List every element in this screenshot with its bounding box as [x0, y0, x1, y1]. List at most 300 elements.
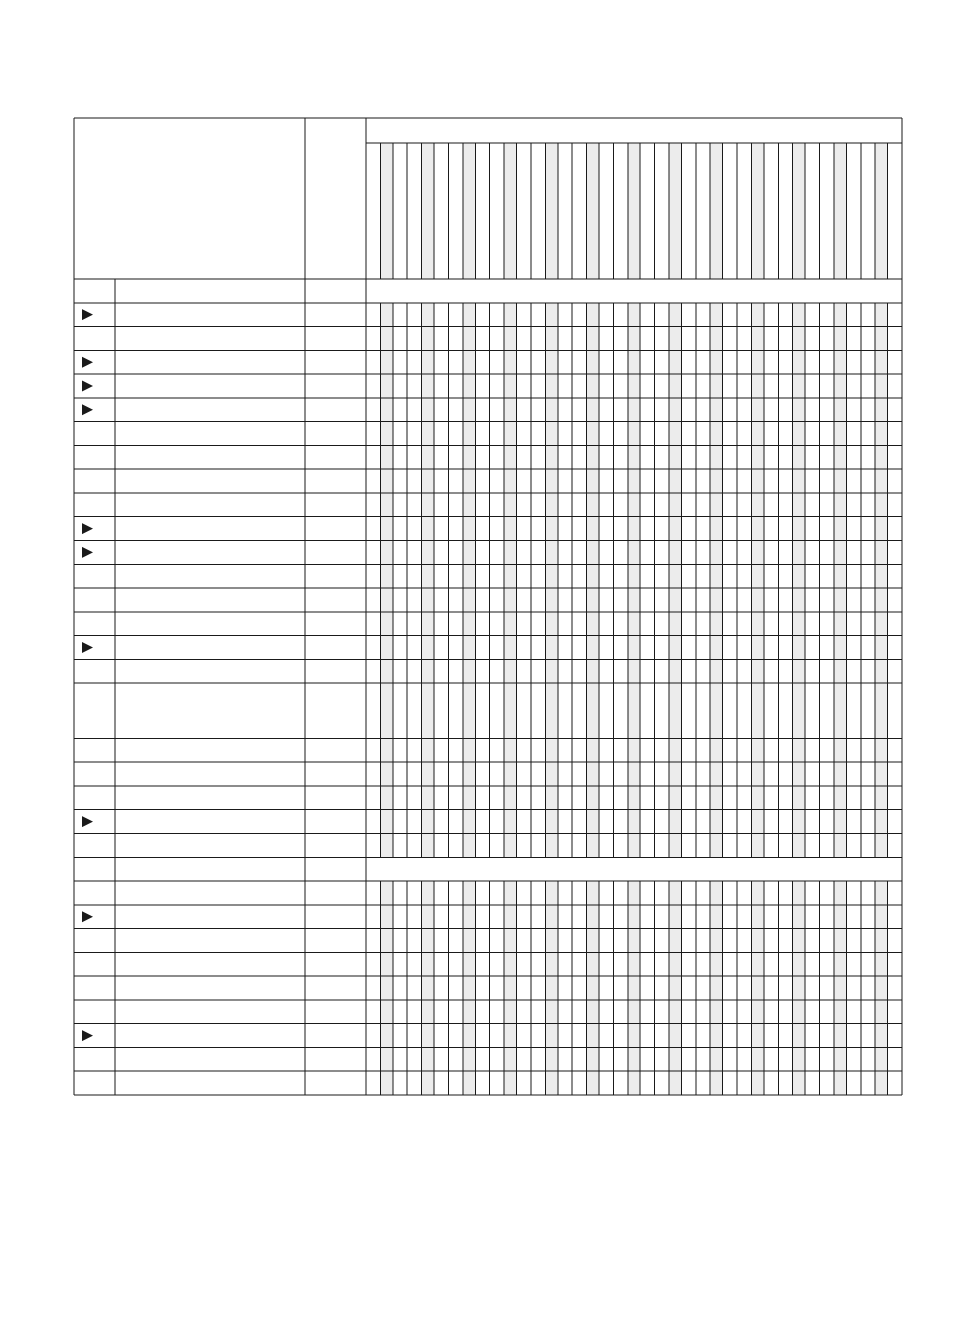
play-arrow-icon — [82, 357, 93, 368]
shaded-column-cell — [545, 540, 557, 564]
shaded-column-cell — [834, 303, 846, 327]
shaded-column-cell — [710, 636, 722, 660]
shaded-column-cell — [422, 1071, 434, 1095]
shaded-column-cell — [628, 588, 640, 612]
shaded-column-cell — [504, 588, 516, 612]
shaded-column-cell — [587, 374, 599, 398]
shaded-column-cell — [793, 588, 805, 612]
shaded-column-cell — [628, 469, 640, 493]
shaded-column-cell — [628, 1047, 640, 1071]
shaded-column-cell — [587, 810, 599, 834]
shaded-column-cell — [751, 517, 763, 541]
shaded-column-cell — [834, 327, 846, 351]
shaded-column-cell — [463, 636, 475, 660]
shaded-column-cell — [545, 881, 557, 905]
shaded-column-cell — [628, 659, 640, 683]
shaded-header-column — [504, 143, 516, 279]
shaded-column-cell — [875, 469, 887, 493]
shaded-column-cell — [587, 952, 599, 976]
shaded-column-cell — [380, 1047, 392, 1071]
shaded-column-cell — [710, 564, 722, 588]
shaded-column-cell — [669, 374, 681, 398]
shaded-column-cell — [504, 517, 516, 541]
shaded-column-cell — [628, 683, 640, 738]
shaded-column-cell — [793, 398, 805, 422]
shaded-column-cell — [834, 881, 846, 905]
shaded-column-cell — [463, 683, 475, 738]
shaded-header-column — [422, 143, 434, 279]
shaded-column-cell — [751, 469, 763, 493]
shaded-column-cell — [545, 834, 557, 858]
shaded-column-cell — [710, 881, 722, 905]
shaded-column-cell — [793, 1024, 805, 1048]
shaded-column-cell — [380, 834, 392, 858]
shaded-column-cell — [875, 327, 887, 351]
shaded-column-cell — [834, 952, 846, 976]
shaded-column-cell — [875, 540, 887, 564]
shaded-column-cell — [380, 786, 392, 810]
shaded-column-cell — [463, 976, 475, 1000]
shaded-column-cell — [422, 1047, 434, 1071]
shaded-column-cell — [669, 636, 681, 660]
shaded-column-cell — [380, 659, 392, 683]
shaded-column-cell — [875, 303, 887, 327]
shaded-column-cell — [504, 493, 516, 517]
shaded-column-cell — [793, 738, 805, 762]
shaded-column-cell — [710, 327, 722, 351]
shaded-column-cell — [875, 738, 887, 762]
shaded-column-cell — [463, 612, 475, 636]
shaded-column-cell — [875, 659, 887, 683]
shaded-column-cell — [628, 881, 640, 905]
shaded-column-cell — [710, 659, 722, 683]
shaded-column-cell — [751, 881, 763, 905]
shaded-column-cell — [422, 564, 434, 588]
shaded-column-cell — [669, 588, 681, 612]
shaded-column-cell — [504, 762, 516, 786]
shaded-column-cell — [380, 422, 392, 446]
shaded-column-cell — [793, 1000, 805, 1024]
shaded-column-cell — [875, 493, 887, 517]
shaded-column-cell — [793, 976, 805, 1000]
shaded-column-cell — [751, 786, 763, 810]
shaded-column-cell — [463, 834, 475, 858]
shaded-column-cell — [669, 834, 681, 858]
shaded-column-cell — [834, 398, 846, 422]
shaded-column-cell — [545, 1024, 557, 1048]
shaded-column-cell — [380, 683, 392, 738]
shaded-column-cell — [628, 374, 640, 398]
shaded-column-cell — [875, 881, 887, 905]
shaded-column-cell — [710, 422, 722, 446]
shaded-column-cell — [422, 636, 434, 660]
shaded-column-cell — [710, 612, 722, 636]
shaded-column-cell — [710, 303, 722, 327]
shaded-column-cell — [793, 834, 805, 858]
shaded-column-cell — [751, 588, 763, 612]
shaded-column-cell — [628, 810, 640, 834]
shaded-header-column — [710, 143, 722, 279]
shaded-column-cell — [628, 929, 640, 953]
shaded-header-column — [463, 143, 475, 279]
shaded-column-cell — [587, 1000, 599, 1024]
shaded-column-cell — [587, 303, 599, 327]
shaded-column-cell — [669, 738, 681, 762]
shaded-column-cell — [380, 612, 392, 636]
shaded-column-cell — [380, 374, 392, 398]
play-arrow-icon — [82, 1030, 93, 1041]
shaded-column-cell — [793, 929, 805, 953]
shaded-column-cell — [875, 517, 887, 541]
shaded-column-cell — [545, 683, 557, 738]
shaded-column-cell — [422, 374, 434, 398]
shaded-column-cell — [463, 905, 475, 929]
shaded-column-cell — [793, 422, 805, 446]
shaded-column-cell — [504, 564, 516, 588]
shaded-column-cell — [628, 564, 640, 588]
shaded-header-column — [669, 143, 681, 279]
shaded-column-cell — [628, 762, 640, 786]
shaded-column-cell — [545, 327, 557, 351]
shaded-column-cell — [422, 469, 434, 493]
shaded-column-cell — [628, 786, 640, 810]
shaded-column-cell — [545, 564, 557, 588]
shaded-column-cell — [628, 493, 640, 517]
shaded-column-cell — [834, 517, 846, 541]
shaded-column-cell — [380, 493, 392, 517]
shaded-column-cell — [710, 350, 722, 374]
shaded-header-column — [751, 143, 763, 279]
shaded-column-cell — [793, 810, 805, 834]
shaded-column-cell — [463, 469, 475, 493]
shaded-header-column — [875, 143, 887, 279]
shaded-column-cell — [875, 786, 887, 810]
shaded-column-cell — [463, 952, 475, 976]
shaded-column-cell — [751, 1024, 763, 1048]
shaded-column-cell — [793, 564, 805, 588]
shaded-column-cell — [793, 445, 805, 469]
shaded-column-cell — [587, 683, 599, 738]
shaded-column-cell — [422, 881, 434, 905]
shaded-column-cell — [793, 374, 805, 398]
shaded-column-cell — [751, 810, 763, 834]
shaded-column-cell — [422, 588, 434, 612]
shaded-column-cell — [504, 422, 516, 446]
shaded-column-cell — [875, 636, 887, 660]
shaded-column-cell — [834, 1000, 846, 1024]
shaded-column-cell — [463, 303, 475, 327]
shaded-column-cell — [793, 540, 805, 564]
shaded-column-cell — [669, 683, 681, 738]
shaded-column-cell — [380, 469, 392, 493]
shaded-column-cell — [545, 976, 557, 1000]
shaded-column-cell — [380, 1024, 392, 1048]
shaded-column-cell — [587, 398, 599, 422]
shaded-column-cell — [422, 976, 434, 1000]
shaded-column-cell — [380, 952, 392, 976]
shaded-column-cell — [587, 612, 599, 636]
shaded-column-cell — [793, 493, 805, 517]
shaded-column-cell — [380, 976, 392, 1000]
play-arrow-icon — [82, 642, 93, 653]
shaded-column-cell — [793, 1071, 805, 1095]
shaded-column-cell — [710, 540, 722, 564]
shaded-column-cell — [793, 612, 805, 636]
shaded-column-cell — [834, 350, 846, 374]
shaded-column-cell — [628, 1071, 640, 1095]
shaded-column-cell — [669, 929, 681, 953]
shaded-column-cell — [751, 540, 763, 564]
shaded-column-cell — [875, 952, 887, 976]
shaded-column-cell — [422, 738, 434, 762]
shaded-column-cell — [422, 398, 434, 422]
shaded-column-cell — [669, 810, 681, 834]
shaded-column-cell — [504, 834, 516, 858]
shaded-column-cell — [380, 350, 392, 374]
shaded-column-cell — [669, 659, 681, 683]
shaded-column-cell — [463, 422, 475, 446]
shaded-column-cell — [875, 905, 887, 929]
shaded-column-cell — [834, 905, 846, 929]
shaded-column-cell — [504, 540, 516, 564]
shaded-column-cell — [422, 929, 434, 953]
shaded-column-cell — [710, 905, 722, 929]
shaded-column-cell — [587, 469, 599, 493]
shaded-column-cell — [875, 762, 887, 786]
shaded-column-cell — [834, 1071, 846, 1095]
shaded-column-cell — [628, 517, 640, 541]
shaded-column-cell — [751, 374, 763, 398]
shaded-column-cell — [587, 738, 599, 762]
shaded-column-cell — [504, 1071, 516, 1095]
shaded-column-cell — [710, 588, 722, 612]
shaded-column-cell — [834, 374, 846, 398]
shaded-column-cell — [751, 1047, 763, 1071]
shaded-column-cell — [587, 327, 599, 351]
shaded-column-cell — [875, 398, 887, 422]
shaded-column-cell — [628, 905, 640, 929]
shaded-column-cell — [504, 303, 516, 327]
play-arrow-icon — [82, 816, 93, 827]
shaded-column-cell — [463, 588, 475, 612]
shaded-column-cell — [751, 738, 763, 762]
shaded-column-cell — [504, 374, 516, 398]
shaded-column-cell — [710, 1047, 722, 1071]
shaded-column-cell — [587, 976, 599, 1000]
shaded-column-cell — [751, 1071, 763, 1095]
shaded-column-cell — [751, 905, 763, 929]
shaded-column-cell — [380, 517, 392, 541]
shaded-column-cell — [751, 422, 763, 446]
shaded-column-cell — [669, 1000, 681, 1024]
shaded-column-cell — [545, 445, 557, 469]
shaded-column-cell — [875, 445, 887, 469]
shaded-column-cell — [463, 659, 475, 683]
shaded-header-column — [380, 143, 392, 279]
shaded-column-cell — [751, 303, 763, 327]
shaded-column-cell — [463, 786, 475, 810]
shaded-column-cell — [463, 1000, 475, 1024]
shaded-column-cell — [545, 786, 557, 810]
shaded-column-cell — [669, 469, 681, 493]
shaded-column-cell — [669, 517, 681, 541]
shaded-column-cell — [422, 303, 434, 327]
shaded-column-cell — [587, 762, 599, 786]
shaded-column-cell — [504, 612, 516, 636]
shaded-column-cell — [422, 540, 434, 564]
shaded-column-cell — [504, 659, 516, 683]
shaded-column-cell — [380, 929, 392, 953]
shaded-column-cell — [669, 905, 681, 929]
shaded-column-cell — [422, 659, 434, 683]
shaded-column-cell — [628, 738, 640, 762]
shaded-column-cell — [545, 612, 557, 636]
shaded-header-column — [545, 143, 557, 279]
shaded-column-cell — [628, 422, 640, 446]
shaded-column-cell — [751, 762, 763, 786]
shaded-column-cell — [710, 952, 722, 976]
shaded-column-cell — [545, 929, 557, 953]
shaded-column-cell — [422, 350, 434, 374]
shaded-column-cell — [751, 327, 763, 351]
shaded-column-cell — [875, 929, 887, 953]
shaded-column-cell — [793, 469, 805, 493]
shaded-column-cell — [669, 350, 681, 374]
shaded-column-cell — [751, 636, 763, 660]
shaded-column-cell — [875, 350, 887, 374]
shaded-column-cell — [875, 1047, 887, 1071]
shaded-column-cell — [463, 1071, 475, 1095]
shaded-column-cell — [380, 588, 392, 612]
shaded-column-cell — [463, 493, 475, 517]
shaded-column-cell — [545, 517, 557, 541]
shaded-column-cell — [628, 398, 640, 422]
shaded-column-cell — [834, 659, 846, 683]
shaded-column-cell — [422, 327, 434, 351]
shaded-column-cell — [875, 612, 887, 636]
shaded-column-cell — [628, 303, 640, 327]
shaded-column-cell — [463, 350, 475, 374]
shaded-column-cell — [710, 398, 722, 422]
shaded-column-cell — [669, 540, 681, 564]
shaded-column-cell — [463, 1047, 475, 1071]
shaded-column-cell — [669, 786, 681, 810]
shaded-column-cell — [463, 374, 475, 398]
shaded-column-cell — [669, 1024, 681, 1048]
shaded-column-cell — [380, 303, 392, 327]
shaded-column-cell — [793, 881, 805, 905]
shaded-column-cell — [463, 810, 475, 834]
shaded-column-cell — [628, 1024, 640, 1048]
shaded-column-cell — [422, 422, 434, 446]
shaded-column-cell — [545, 493, 557, 517]
shaded-column-cell — [587, 564, 599, 588]
shaded-column-cell — [751, 952, 763, 976]
shaded-column-cell — [504, 445, 516, 469]
shaded-column-cell — [504, 469, 516, 493]
shaded-column-cell — [834, 540, 846, 564]
shaded-column-cell — [628, 350, 640, 374]
shaded-column-cell — [875, 976, 887, 1000]
shaded-column-cell — [875, 1000, 887, 1024]
shaded-column-cell — [504, 398, 516, 422]
shaded-column-cell — [504, 810, 516, 834]
shaded-column-cell — [545, 810, 557, 834]
shaded-column-cell — [422, 786, 434, 810]
shaded-column-cell — [875, 422, 887, 446]
shaded-column-cell — [545, 422, 557, 446]
shaded-column-cell — [793, 786, 805, 810]
shaded-column-cell — [710, 445, 722, 469]
shaded-column-cell — [545, 762, 557, 786]
play-arrow-icon — [82, 309, 93, 320]
shaded-column-cell — [504, 952, 516, 976]
shaded-column-cell — [710, 834, 722, 858]
shaded-column-cell — [751, 683, 763, 738]
shaded-column-cell — [628, 445, 640, 469]
shaded-column-cell — [504, 327, 516, 351]
shaded-column-cell — [545, 1000, 557, 1024]
shaded-column-cell — [793, 636, 805, 660]
shaded-column-cell — [628, 834, 640, 858]
shaded-column-cell — [669, 1071, 681, 1095]
shaded-column-cell — [628, 976, 640, 1000]
shaded-column-cell — [422, 834, 434, 858]
play-arrow-icon — [82, 380, 93, 391]
play-arrow-icon — [82, 523, 93, 534]
shaded-column-cell — [504, 881, 516, 905]
shaded-column-cell — [751, 612, 763, 636]
shaded-column-cell — [875, 374, 887, 398]
shaded-column-cell — [834, 422, 846, 446]
shaded-header-column — [793, 143, 805, 279]
shaded-column-cell — [380, 636, 392, 660]
shaded-column-cell — [628, 1000, 640, 1024]
shaded-column-cell — [834, 786, 846, 810]
shaded-column-cell — [422, 445, 434, 469]
shaded-column-cell — [751, 398, 763, 422]
shaded-column-cell — [834, 588, 846, 612]
shaded-column-cell — [463, 738, 475, 762]
shaded-column-cell — [380, 445, 392, 469]
shaded-column-cell — [545, 469, 557, 493]
shaded-column-cell — [587, 588, 599, 612]
shaded-column-cell — [751, 1000, 763, 1024]
shaded-column-cell — [875, 810, 887, 834]
shaded-column-cell — [710, 786, 722, 810]
shaded-column-cell — [463, 517, 475, 541]
shaded-column-cell — [710, 469, 722, 493]
shaded-column-cell — [834, 929, 846, 953]
shaded-column-cell — [751, 834, 763, 858]
shaded-column-cell — [504, 905, 516, 929]
shaded-column-cell — [710, 517, 722, 541]
shaded-column-cell — [545, 952, 557, 976]
shaded-column-cell — [422, 905, 434, 929]
shaded-column-cell — [875, 564, 887, 588]
shaded-column-cell — [504, 786, 516, 810]
shaded-column-cell — [834, 636, 846, 660]
shaded-column-cell — [545, 398, 557, 422]
shaded-column-cell — [587, 493, 599, 517]
shaded-column-cell — [710, 976, 722, 1000]
shaded-column-cell — [463, 564, 475, 588]
shaded-column-cell — [422, 493, 434, 517]
shaded-column-cell — [793, 683, 805, 738]
play-arrow-icon — [82, 911, 93, 922]
shaded-column-cell — [504, 1000, 516, 1024]
shaded-column-cell — [380, 1000, 392, 1024]
